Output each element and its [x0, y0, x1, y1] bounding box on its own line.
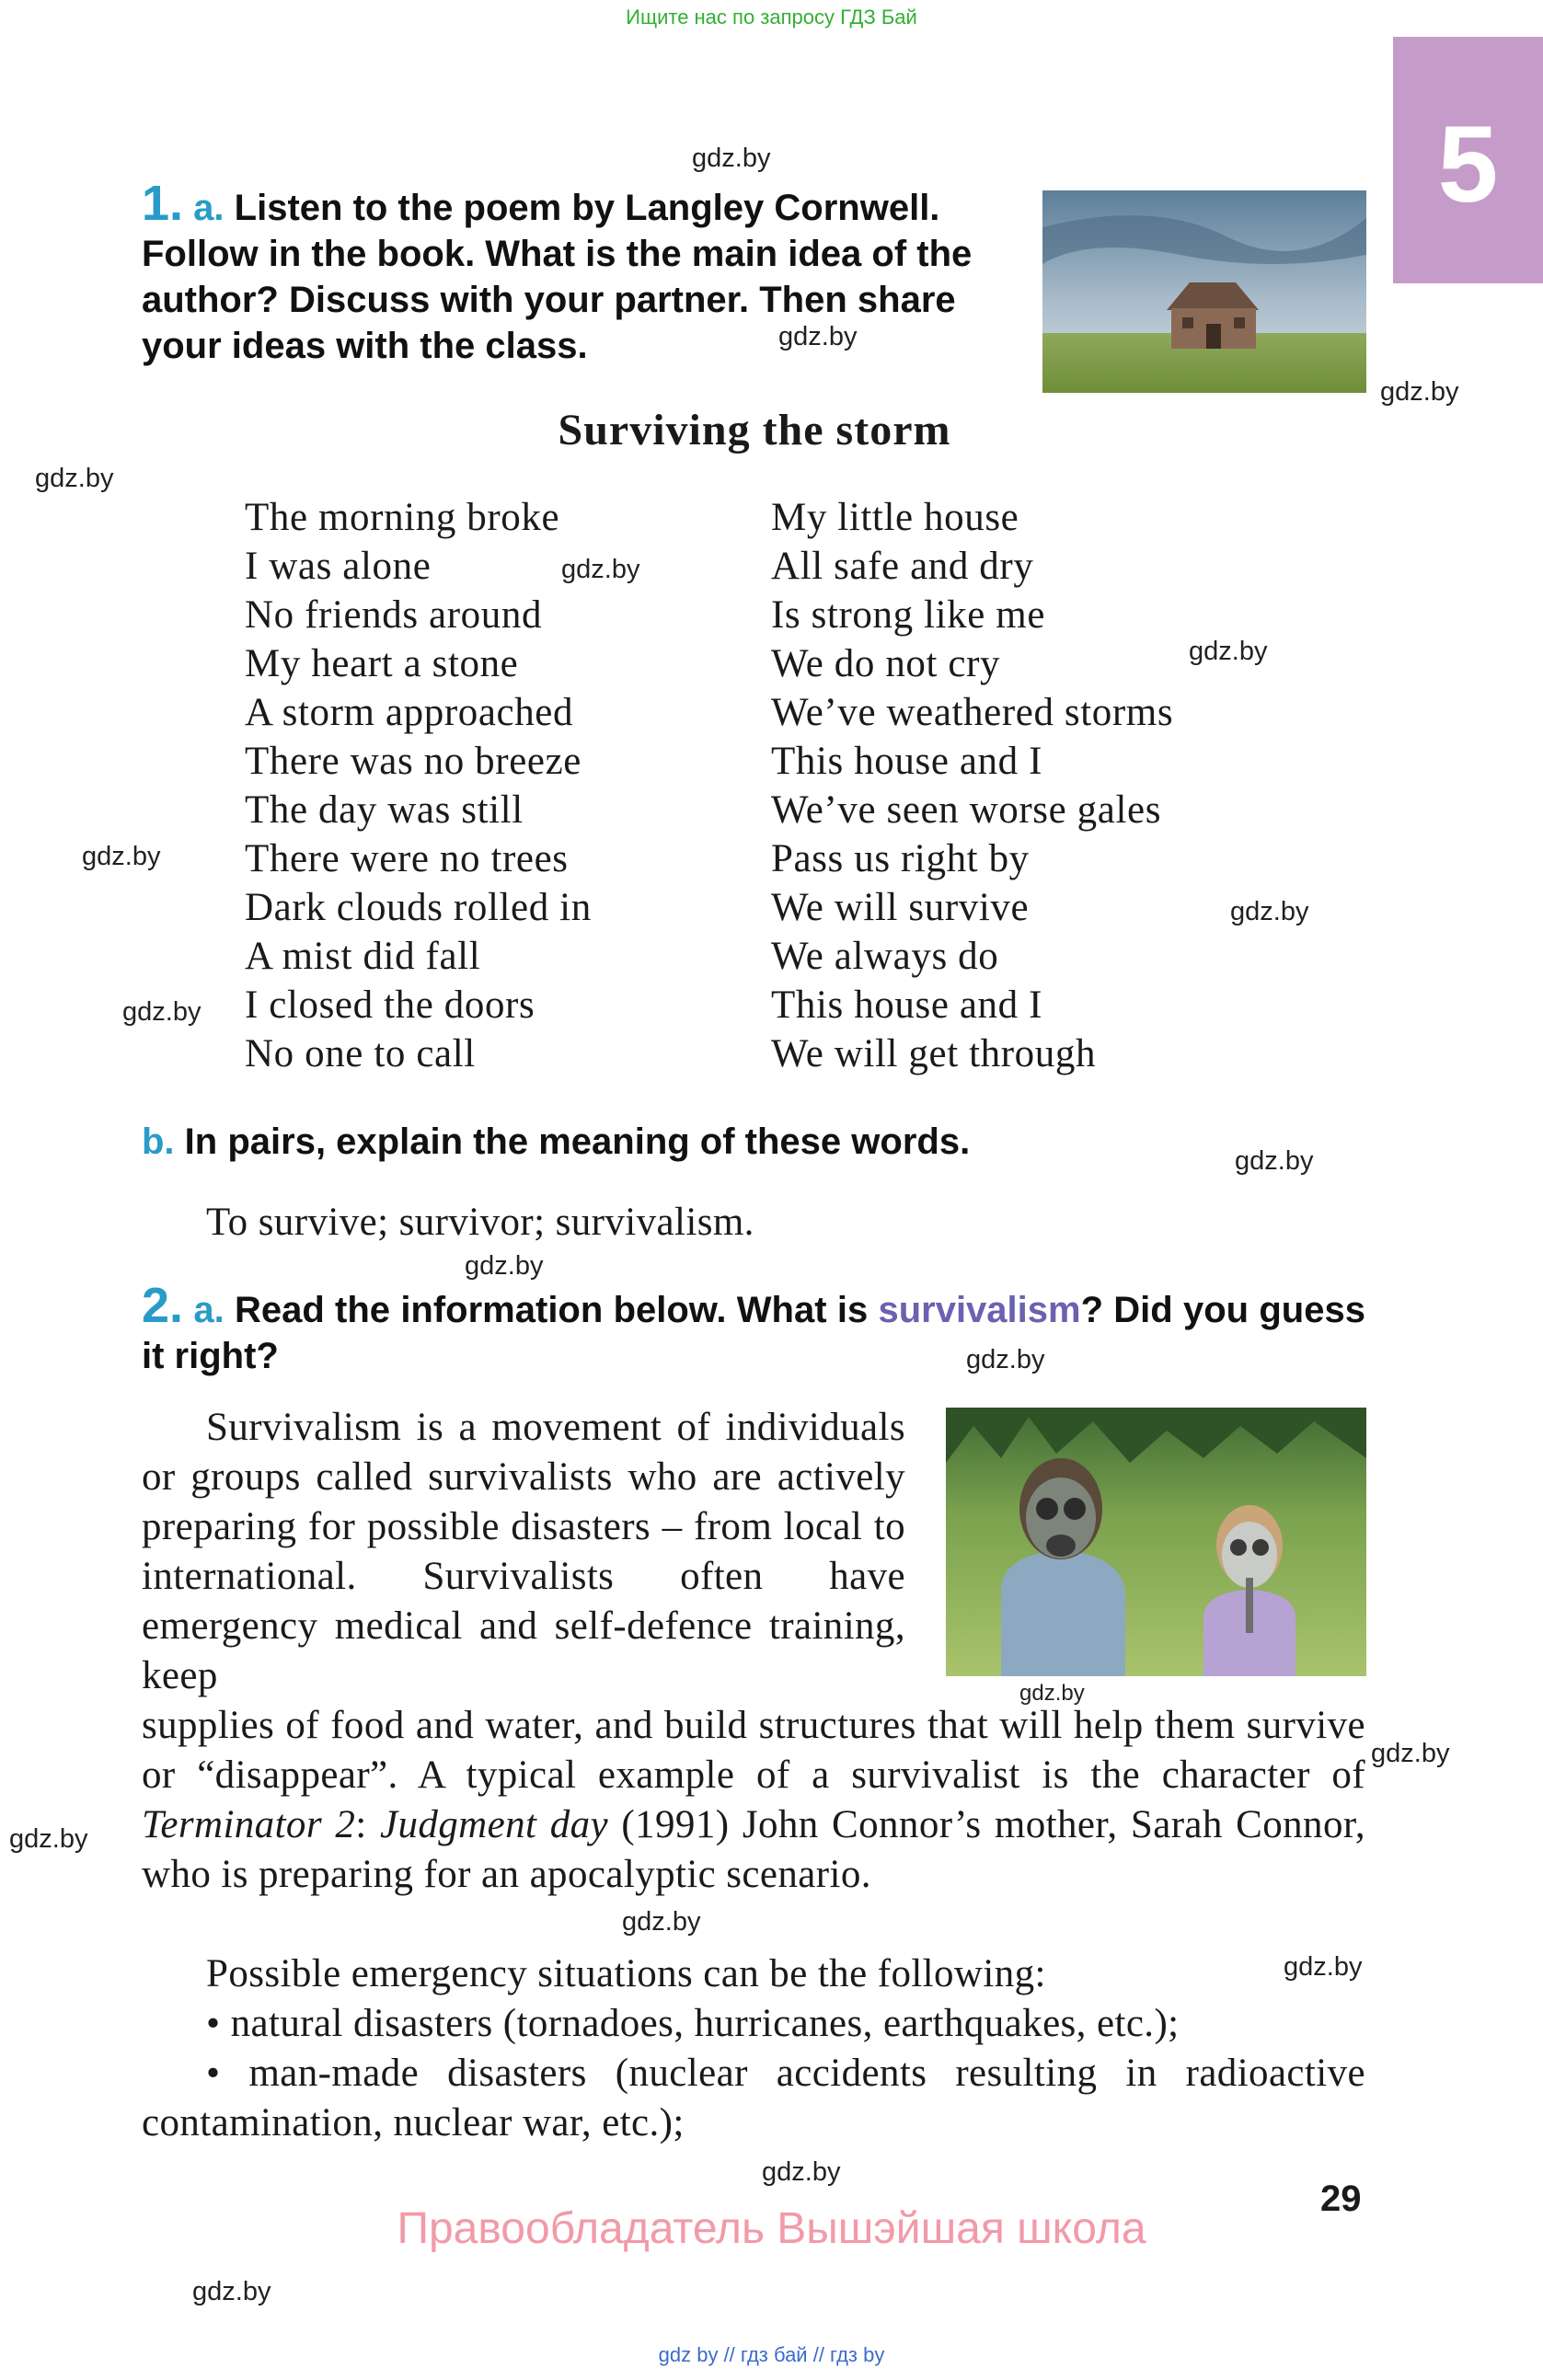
watermark: gdz.by: [778, 322, 858, 351]
watermark: gdz.by: [1371, 1739, 1450, 1768]
gas-mask-photo: [946, 1408, 1366, 1676]
highlighted-term: survivalism: [878, 1290, 1081, 1330]
watermark: gdz.by: [1380, 377, 1459, 407]
task-letter: a.: [193, 188, 225, 228]
poem-line: We’ve seen worse gales: [771, 788, 1162, 832]
poem-title: Surviving the storm: [558, 406, 951, 454]
top-search-note: Ищите нас по запросу ГДЗ Бай: [626, 6, 917, 29]
poem-line: This house and I: [771, 983, 1043, 1027]
vocabulary-words: To survive; survivor; survivalism.: [206, 1201, 754, 1244]
poem-line: We do not cry: [771, 642, 1001, 685]
watermark: gdz.by: [1019, 1681, 1085, 1706]
task-instruction: Listen to the poem by Langley Cornwell. Follow in the book. What is the main idea of the author? Discuss with your partner. Then share your ideas with the class.: [142, 188, 973, 366]
watermark: gdz.by: [122, 997, 202, 1027]
poem-line: The morning broke: [245, 496, 560, 539]
bullet-item: [142, 1999, 1365, 2049]
poem-line: I was alone: [245, 545, 432, 588]
watermark: gdz.by: [1235, 1146, 1314, 1176]
watermark: gdz.by: [1230, 897, 1309, 926]
task-1a-heading: [142, 176, 1010, 369]
bullet-text: man-made disasters (nuclear accidents resulting in radioactive contamination, nuclear war, etc.);: [142, 2052, 1365, 2144]
watermark: gdz.by: [192, 2277, 271, 2306]
article-paragraph-1-start: Survivalism is a movement of individuals or groups called survivalists who are actively preparing for possible disasters – from local to international. Survivalists often have emergency medical and self-defence training, keep: [142, 1406, 905, 1697]
task-1b-heading: [142, 1119, 1062, 1165]
task-number: 1.: [142, 176, 184, 231]
poem-line: No friends around: [245, 593, 543, 637]
watermark: gdz.by: [762, 2157, 841, 2187]
poem-left-column: [245, 493, 592, 1078]
bullet-item: [142, 2049, 1365, 2148]
task-instruction: Read the information below. What is: [234, 1290, 879, 1330]
watermark: gdz.by: [966, 1345, 1045, 1374]
bullet-dot: •: [206, 2052, 249, 2095]
poem-line: We’ve weathered storms: [771, 691, 1174, 734]
poem-line: All safe and dry: [771, 545, 1034, 588]
film-subtitle: Judgment day: [379, 1803, 609, 1846]
poem-line: A storm approached: [245, 691, 574, 734]
watermark: gdz.by: [1284, 1952, 1363, 1982]
page-number: 29: [1320, 2179, 1362, 2219]
bullet-dot: •: [206, 2002, 231, 2045]
poem-line: This house and I: [771, 740, 1043, 783]
unit-number: 5: [1437, 104, 1499, 225]
poem-line: No one to call: [245, 1032, 476, 1075]
article-text: (1991) John Connor’s mother, Sarah Connor, who is preparing for an apocalyptic scenario.: [142, 1803, 1366, 1896]
barn-photo: [1042, 190, 1366, 393]
poem-line: A mist did fall: [245, 935, 481, 978]
watermark: gdz.by: [622, 1907, 701, 1937]
task-letter: b.: [142, 1121, 175, 1162]
poem-line: My heart a stone: [245, 642, 519, 685]
task-number: 2.: [142, 1278, 184, 1333]
task-letter: a.: [193, 1290, 225, 1330]
poem-line: The day was still: [245, 788, 524, 832]
poem-line: We will survive: [771, 886, 1030, 929]
bottom-links[interactable]: gdz by // гдз бай // гдз by: [658, 2343, 885, 2366]
colon: :: [355, 1803, 380, 1846]
copyright-footer: Правообладатель Вышэйшая школа: [397, 2204, 1146, 2253]
article-paragraph-2: Possible emergency situations can be the following:: [206, 1952, 1046, 1995]
watermark: gdz.by: [561, 555, 640, 584]
poem-line: Dark clouds rolled in: [245, 886, 592, 929]
poem-line: Pass us right by: [771, 837, 1030, 880]
poem-line: We will get through: [771, 1032, 1097, 1075]
poem-line: My little house: [771, 496, 1019, 539]
poem-line: Is strong like me: [771, 593, 1046, 637]
article-text: supplies of food and water, and build structures that will help them survive or “disappear”. A typical example of a survivalist is the character of: [142, 1704, 1365, 1797]
article-paragraph-1-continued: [142, 1701, 1365, 1900]
watermark: gdz.by: [465, 1251, 544, 1281]
task-2a-heading: [142, 1278, 1365, 1379]
watermark: gdz.by: [35, 464, 114, 493]
watermark: gdz.by: [82, 842, 161, 871]
poem-line: I closed the doors: [245, 983, 535, 1027]
poem-line: There were no trees: [245, 837, 569, 880]
watermark: gdz.by: [1189, 637, 1268, 666]
poem-line: There was no breeze: [245, 740, 582, 783]
task-instruction-end: ? Did you guess it right?: [142, 1290, 1365, 1376]
film-title: Terminator 2: [142, 1803, 356, 1846]
poem-right-column: [771, 493, 1173, 1078]
watermark: gdz.by: [692, 144, 771, 173]
task-instruction: In pairs, explain the meaning of these words.: [184, 1121, 971, 1162]
watermark: gdz.by: [9, 1824, 88, 1854]
poem-line: We always do: [771, 935, 999, 978]
bullet-text: natural disasters (tornadoes, hurricanes, earthquakes, etc.);: [230, 2002, 1180, 2045]
